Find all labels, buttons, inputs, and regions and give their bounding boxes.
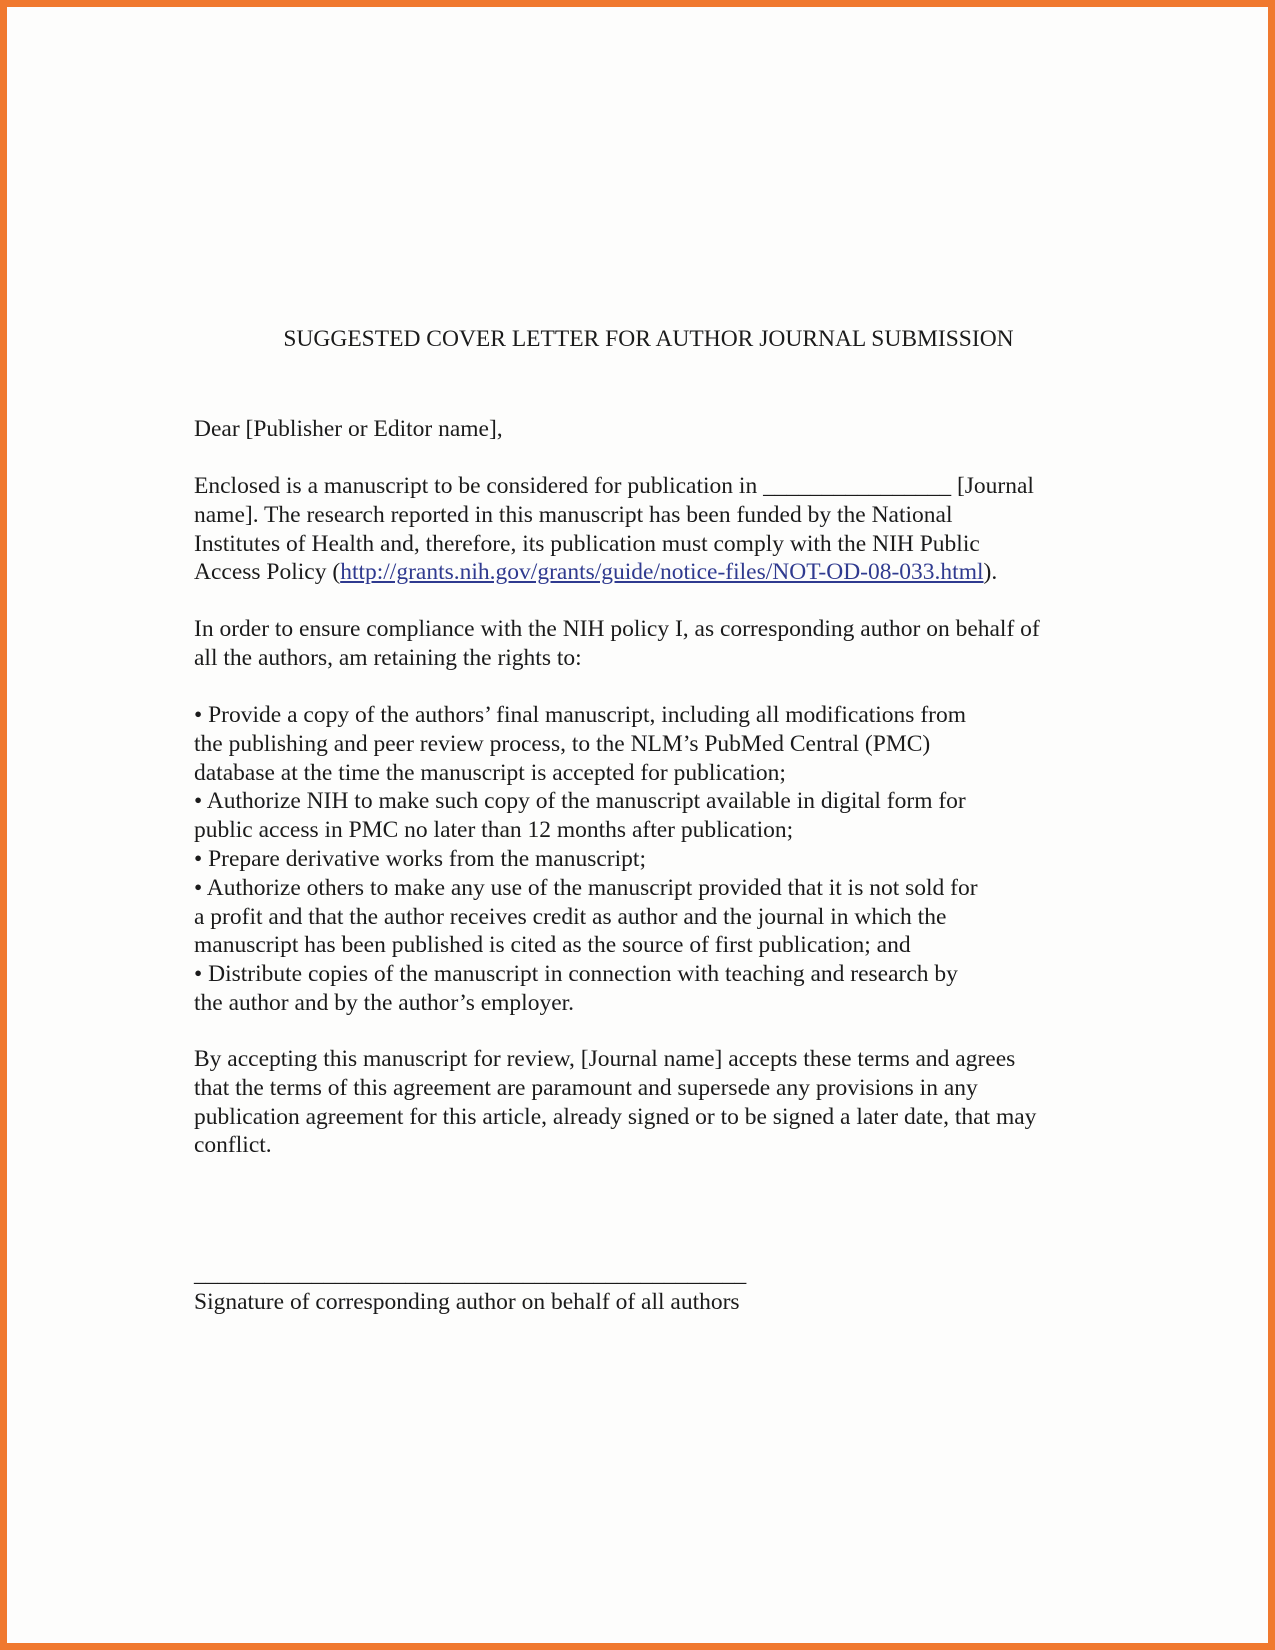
- intro-line-4: [194, 558, 1094, 587]
- rights-item-line: • Distribute copies of the manuscript in connection with teaching and research by: [194, 961, 958, 988]
- rights-item-provide-copy: [194, 701, 1094, 787]
- acceptance-line-3: publication agreement for this article, already signed or to be signed a later date, that may: [194, 1103, 1037, 1130]
- salutation: Dear [Publisher or Editor name],: [194, 416, 503, 442]
- rights-list: [194, 701, 1094, 1018]
- acceptance-paragraph: [194, 1045, 1114, 1160]
- rights-item-line: • Authorize others to make any use of the manuscript provided that it is not sold for: [194, 874, 978, 901]
- rights-item-authorize-others: [194, 874, 1094, 960]
- rights-item-line: • Provide a copy of the authors’ final manuscript, including all modifications from: [194, 702, 967, 728]
- rights-item-line: • Authorize NIH to make such copy of the manuscript available in digital form for: [194, 788, 966, 815]
- acceptance-line-1: By accepting this manuscript for review, [Journal name] accepts these terms and agrees: [194, 1046, 1016, 1072]
- compliance-line-1: In order to ensure compliance with the NIH policy I, as corresponding author on behalf of: [194, 616, 1040, 642]
- acceptance-line-2: that the terms of this agreement are paramount and supersede any provisions in any: [194, 1074, 978, 1101]
- rights-item-distribute-copies: [194, 960, 1094, 1018]
- intro-line-4-after: ).: [983, 559, 998, 586]
- intro-line-4-before: Access Policy (: [194, 559, 341, 586]
- rights-item-derivative-works: [194, 845, 1094, 874]
- intro-paragraph: [194, 472, 1094, 587]
- nih-policy-link[interactable]: http://grants.nih.gov/grants/guide/notice-files/NOT-OD-08-033.html: [340, 559, 984, 586]
- document-title: SUGGESTED COVER LETTER FOR AUTHOR JOURNAL SUBMISSION: [283, 326, 1014, 352]
- compliance-paragraph: [194, 615, 1114, 673]
- rights-item-line: public access in PMC no later than 12 months after publication;: [194, 817, 794, 844]
- rights-item-line: a profit and that the author receives credit as author and the journal in which the: [194, 903, 947, 930]
- acceptance-line-4: conflict.: [194, 1132, 272, 1159]
- signature-line: _______________________________________________: [194, 1261, 747, 1287]
- rights-item-line: manuscript has been published is cited as the source of first publication; and: [194, 932, 911, 959]
- rights-item-line: the publishing and peer review process, to the NLM’s PubMed Central (PMC): [194, 730, 931, 757]
- intro-line-2: name]. The research reported in this manuscript has been funded by the National: [194, 501, 953, 528]
- compliance-line-2: all the authors, am retaining the rights to:: [194, 644, 582, 671]
- intro-line-3: Institutes of Health and, therefore, its publication must comply with the NIH Public: [194, 530, 980, 557]
- rights-item-authorize-nih: [194, 787, 1094, 845]
- rights-item-line: the author and by the author’s employer.: [194, 989, 575, 1016]
- rights-item-line: • Prepare derivative works from the manuscript;: [194, 845, 646, 872]
- intro-line-1: Enclosed is a manuscript to be considered for publication in ________________ [Journal: [194, 473, 1034, 499]
- rights-item-line: database at the time the manuscript is accepted for publication;: [194, 759, 786, 786]
- signature-label: Signature of corresponding author on behalf of all authors: [194, 1289, 740, 1315]
